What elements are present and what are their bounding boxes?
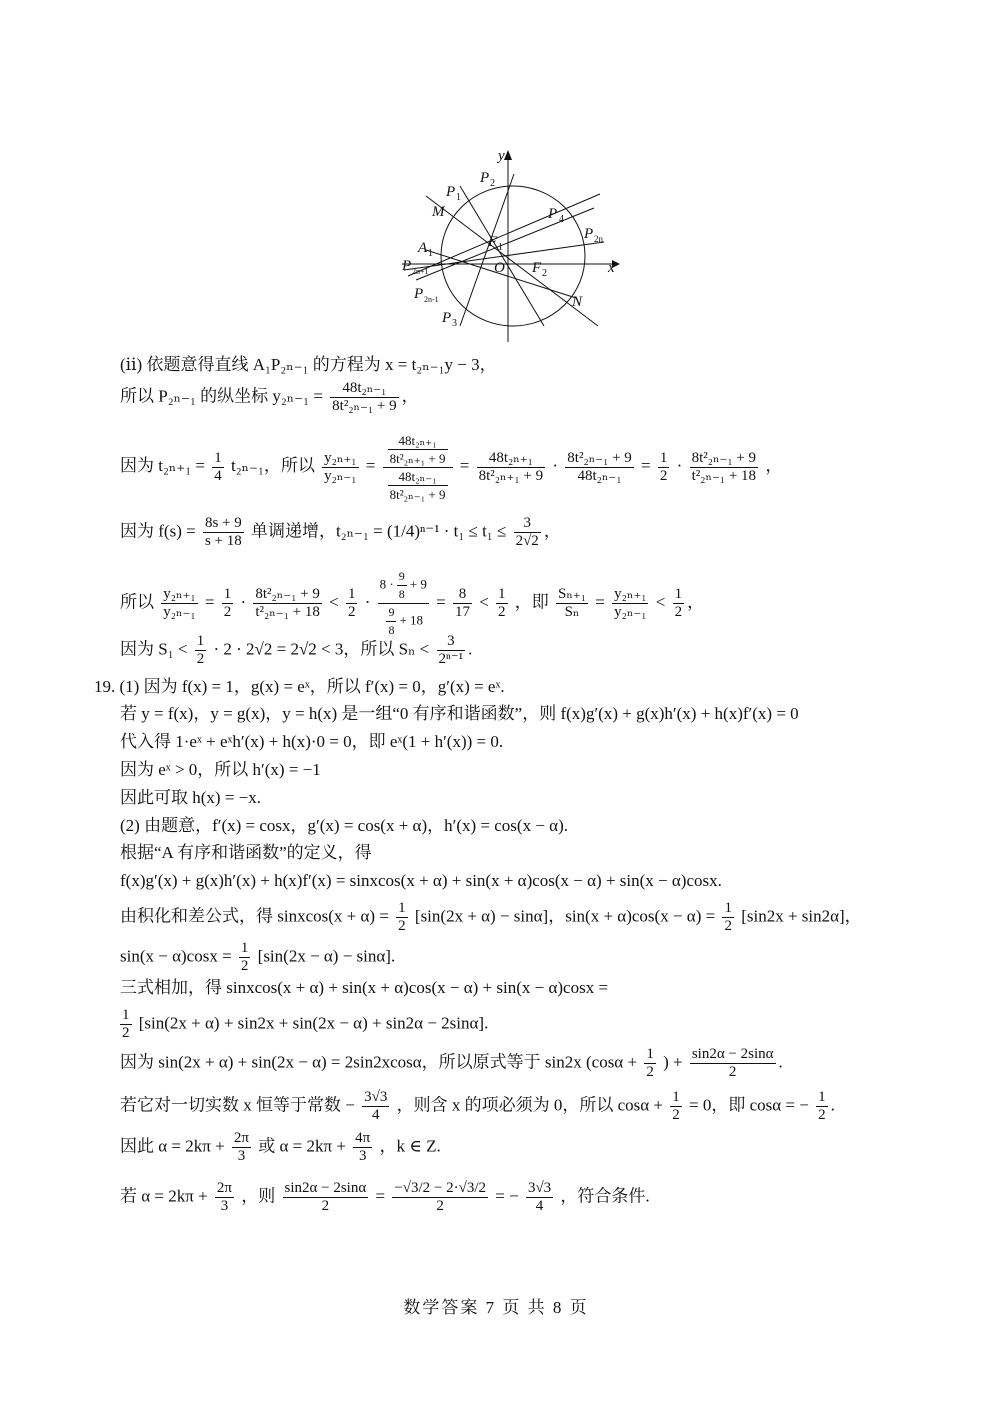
frac-s-ratio xyxy=(556,586,588,621)
text-line-19-5: 因此可取 h(x) = −x. xyxy=(120,788,261,807)
dot: · xyxy=(552,456,559,475)
frac-den: 3 xyxy=(237,1148,246,1164)
frac-num: Sₙ₊₁ xyxy=(558,586,587,602)
alpha-lead: 因此 α = 2kπ + xyxy=(120,1136,225,1156)
jihua-text-3: [sin(2x − α) − sinα]. xyxy=(257,946,396,966)
yuanshi-lead: 因为 sin(2x + α) + sin(2x − α) = 2sin2xcosα，所以原式等于 sin2x xyxy=(120,1052,582,1072)
frac-den: 4 xyxy=(214,467,222,484)
frac-den: 2 xyxy=(728,1064,737,1080)
frac-num: 3√3 xyxy=(364,1089,388,1105)
frac-half xyxy=(239,940,251,975)
frac-half xyxy=(120,1007,132,1042)
frac-2pi-3 xyxy=(215,1180,234,1215)
frac-num: 1 xyxy=(498,586,506,602)
frac-num: 8t²₂ₙ₋₁ + 9 xyxy=(255,586,320,602)
jihua-text-1: [sin(2x + α) − sinα]，sin(x + α)cos(x − α) = xyxy=(414,906,716,926)
plus-18: + 18 xyxy=(399,612,424,628)
frac-num: 1 xyxy=(398,900,406,916)
frac-r3-2 xyxy=(253,586,322,621)
frac-den: Sₙ xyxy=(564,604,580,620)
frac-half xyxy=(222,586,234,621)
frac-const xyxy=(362,1089,389,1124)
text-line-19-11: 三式相加，得 sinxcos(x + α) + sin(x + α)cos(x − α) + sin(x − α)cosx = xyxy=(120,978,609,997)
less-than: < xyxy=(329,592,339,612)
frac-half xyxy=(195,633,207,668)
frac-num: sin2α − 2sinα xyxy=(691,1046,774,1062)
frac-den: s + 18 xyxy=(204,533,242,549)
alpha-mid: 或 α = 2kπ + xyxy=(258,1136,346,1156)
frac-den: 2 xyxy=(672,1107,680,1123)
text-line-19-9 xyxy=(120,900,862,935)
comma: ， xyxy=(765,456,783,475)
frac-den: 48t₂ₙ₋₁ xyxy=(577,467,622,484)
y-axis-arrow xyxy=(504,150,512,160)
text-line-t-relation xyxy=(120,426,782,506)
frac-den: 2 xyxy=(498,604,506,620)
frac-r3 xyxy=(690,450,759,485)
frac-num: 2π xyxy=(233,1130,249,1146)
frac-den: 8 xyxy=(388,623,395,637)
frac-num: 8t²₂ₙ₋₁ + 9 xyxy=(567,449,632,466)
frac-den: 2 xyxy=(659,467,668,484)
s1-text: · 2 · 2√2 = 2√2 < 3，所以 Sₙ < xyxy=(213,639,430,659)
frac-den: 8t²₂ₙ₊₁ + 9 xyxy=(478,467,544,484)
equals: = xyxy=(436,592,446,612)
frac-half xyxy=(722,900,734,935)
const-lead: 若它对一切实数 x 恒等于常数 − xyxy=(120,1095,355,1115)
label-p1: P xyxy=(446,184,456,200)
fs-text: 单调递增，t₂ₙ₋₁ = (1/4)ⁿ⁻¹ · t₁ ≤ t₁ ≤ xyxy=(250,521,507,541)
frac-half xyxy=(644,1046,656,1081)
equals: = xyxy=(641,456,651,475)
frac-r2 xyxy=(565,450,634,485)
eight-dot: 8 · xyxy=(379,576,394,592)
less-than: < xyxy=(655,592,666,612)
frac-num: 8t²₂ₙ₋₁ + 9 xyxy=(691,449,757,466)
page-footer: 数学答案 7 页 共 8 页 xyxy=(403,1298,589,1317)
frac-den: 4 xyxy=(371,1107,380,1123)
frac-fs xyxy=(203,515,244,550)
comma: ， xyxy=(687,592,705,612)
frac-num: 1 xyxy=(818,1089,826,1105)
frac-num: sin2α − 2sinα xyxy=(284,1180,367,1196)
text-line-19-7: 根据“A 有序和谐函数”的定义，得 xyxy=(120,843,372,862)
frac-half xyxy=(346,586,358,621)
frac-num: 1 xyxy=(724,900,732,916)
frac-num: 1 xyxy=(214,449,222,466)
frac-sn xyxy=(437,633,466,668)
label-f1: F xyxy=(488,234,498,250)
sin-lead: sin(x − α)cosx = xyxy=(120,946,232,966)
frac-num: 1 xyxy=(659,449,668,466)
text-line-19-16 xyxy=(120,1180,650,1215)
label-f1-sub: 1 xyxy=(498,242,503,253)
frac-y-ratio-2 xyxy=(161,586,197,621)
label-p2n-sub: 2n xyxy=(594,234,603,244)
frac-den: 2 xyxy=(646,1064,654,1080)
period: . xyxy=(468,639,473,659)
label-p3-sub: 3 xyxy=(452,318,457,329)
y2n1-lead: 所以 P₂ₙ₋₁ 的纵坐标 y₂ₙ₋₁ = xyxy=(120,386,323,406)
frac-den: 2 xyxy=(398,918,406,934)
less-than: < xyxy=(479,592,489,612)
frac-den: y₂ₙ₋₁ xyxy=(324,467,357,484)
t-lead: 因为 t₂ₙ₊₁ = xyxy=(120,456,205,475)
frac-num: y₂ₙ₊₁ xyxy=(324,449,357,466)
text-line-19-10 xyxy=(120,940,395,975)
frac-num: 4π xyxy=(355,1130,371,1146)
frac-quarter xyxy=(212,450,224,485)
text-line-19-14 xyxy=(120,1089,835,1124)
frac-den: 8 xyxy=(398,587,405,601)
sum-text: [sin(2x + α) + sin2x + sin(2x − α) + sin2α − 2sinα]. xyxy=(138,1013,489,1033)
label-f2: F xyxy=(532,260,542,276)
label-o: O xyxy=(494,260,505,276)
frac-2pi-3 xyxy=(232,1130,251,1165)
frac-compound xyxy=(383,432,453,503)
label-p2-sub: 2 xyxy=(490,178,495,189)
dot: · xyxy=(240,592,247,612)
frac-den: 3 xyxy=(358,1148,367,1164)
text-line-19-2: 若 y = f(x)，y = g(x)，y = h(x) 是一组“0 有序和谐函数”，则 f(x)g′(x) + g(x)h′(x) + h(x)f′(x) = 0 xyxy=(120,704,799,723)
frac-nested-98 xyxy=(378,568,429,639)
frac-den: 2 xyxy=(436,1198,444,1214)
frac-num: 1 xyxy=(674,586,683,602)
text-line-19-1: 19. (1) 因为 f(x) = 1，g(x) = eˣ，所以 f′(x) = 0，g′(x) = eˣ. xyxy=(94,677,505,696)
frac-den: 2 xyxy=(347,604,356,620)
frac-den: 8t²₂ₙ₋₁ + 9 xyxy=(332,398,397,414)
frac-fs-bound xyxy=(514,515,541,550)
text-line-s1 xyxy=(120,633,472,668)
label-f2-sub: 2 xyxy=(542,268,547,279)
frac-num: 48t₂ₙ₊₁ xyxy=(477,450,546,468)
frac-half xyxy=(396,900,408,935)
frac-den: 2 xyxy=(321,1198,330,1214)
text-line-19-12 xyxy=(120,1007,488,1042)
label-p2nm1: P xyxy=(414,286,424,302)
frac-den: 8t²₂ₙ₊₁ + 9 xyxy=(389,450,446,466)
frac-den: y₂ₙ₋₁ xyxy=(614,604,647,620)
jihua-lead: 由积化和差公式，得 sinxcos(x + α) = xyxy=(120,906,389,926)
const-text: ，则含 x 的项必须为 0，所以 cosα + xyxy=(396,1095,663,1115)
text-line-19-15 xyxy=(120,1130,441,1165)
frac-8-17 xyxy=(453,586,472,621)
equals: = xyxy=(375,1186,386,1206)
jihua-text-2: [sin2x + sin2α]， xyxy=(741,906,862,926)
frac-den: t²₂ₙ₋₁ + 18 xyxy=(691,467,757,484)
frac-den: 2 xyxy=(818,1107,826,1123)
frac-den: 2 xyxy=(240,958,249,974)
frac-den: 2 xyxy=(196,651,205,667)
label-m: M xyxy=(432,204,445,220)
frac-y-ratio xyxy=(322,450,358,485)
frac-yuanshi xyxy=(690,1046,776,1081)
frac-num: 1 xyxy=(646,1046,654,1062)
suoyi-lead: 所以 xyxy=(120,592,154,612)
plus-9: + 9 xyxy=(409,576,427,592)
frac-den: 3 xyxy=(220,1198,229,1214)
frac-num: 9 xyxy=(386,604,396,622)
t-rel-text: t₂ₙ₋₁，所以 xyxy=(231,456,315,475)
paren-open: (cosα + xyxy=(585,1052,638,1072)
frac-num: 2π xyxy=(216,1180,232,1196)
label-p1-sub: 1 xyxy=(456,192,461,203)
frac-half xyxy=(658,450,670,485)
label-a1: A xyxy=(418,240,428,256)
label-p3: P xyxy=(442,310,452,326)
text-line-19-6: (2) 由题意，f′(x) = cosx，g′(x) = cos(x + α)，h′(x) = cos(x − α). xyxy=(120,816,568,835)
frac-num: 9 xyxy=(397,568,407,586)
const-text-2: = 0，即 cosα = − xyxy=(688,1095,809,1115)
frac-den: 2 xyxy=(122,1025,130,1041)
frac-num: 1 xyxy=(122,1007,130,1023)
frac-den: t²₂ₙ₋₁ + 18 xyxy=(255,604,320,620)
equals: = xyxy=(204,592,215,612)
frac-y2n1 xyxy=(330,380,399,415)
frac-num: 1 xyxy=(672,1089,680,1105)
frac-num: 48t₂ₙ₋₁ xyxy=(330,380,399,398)
comma: ， xyxy=(401,386,419,406)
frac-num: 3√3 xyxy=(527,1180,552,1196)
last-text: ，则 xyxy=(241,1186,276,1206)
alpha-end: ，k ∈ Z. xyxy=(379,1136,441,1156)
frac-num: y₂ₙ₊₁ xyxy=(614,586,647,602)
frac-den: 2ⁿ⁻¹ xyxy=(438,651,464,667)
ellipse-curve xyxy=(441,186,585,326)
paren-close: ) + xyxy=(663,1052,683,1072)
frac-num: 3 xyxy=(514,515,541,533)
frac-half xyxy=(816,1089,828,1124)
period: . xyxy=(778,1052,783,1072)
equals: = xyxy=(595,592,605,612)
frac-num: 48t₂ₙ₊₁ xyxy=(388,432,448,450)
text-line-19-3: 代入得 1·eˣ + eˣh′(x) + h(x)·0 = 0，即 eˣ(1 + h′(x)) = 0. xyxy=(120,732,504,751)
frac-half xyxy=(496,586,508,621)
equals: = xyxy=(459,456,470,475)
frac-4pi-3 xyxy=(353,1130,372,1165)
label-p2n1: P xyxy=(402,258,412,274)
frac-yuanshi-2 xyxy=(283,1180,369,1215)
frac-half xyxy=(673,586,685,621)
text-line-y2n1 xyxy=(120,380,419,415)
frac-const-2 xyxy=(526,1180,553,1215)
text-line-19-13 xyxy=(120,1046,783,1081)
frac-den: y₂ₙ₋₁ xyxy=(163,604,196,620)
frac-den: 8t²₂ₙ₋₁ + 9 xyxy=(389,486,446,502)
label-p2: P xyxy=(480,170,490,186)
label-p2nm1-sub: 2n-1 xyxy=(424,295,439,304)
fs-lead: 因为 f(s) = xyxy=(120,521,196,541)
label-n: N xyxy=(572,294,583,310)
label-a1-sub: 1 xyxy=(428,248,433,259)
comma: ， xyxy=(543,521,561,541)
label-p4-sub: 4 xyxy=(559,214,564,225)
frac-num: −√3/2 − 2·√3/2 xyxy=(394,1180,486,1196)
label-p4: P xyxy=(548,206,558,222)
dot: · xyxy=(676,456,683,475)
frac-den: 17 xyxy=(454,604,470,620)
frac-y-ratio-3 xyxy=(612,586,648,621)
text-line-ratio-bound xyxy=(120,568,704,639)
last-lead: 若 α = 2kπ + xyxy=(120,1186,208,1206)
frac-den: 2√2 xyxy=(515,533,539,549)
frac-num: 1 xyxy=(196,633,205,649)
frac-num: 48t₂ₙ₋₁ xyxy=(388,468,448,486)
label-y: y xyxy=(498,148,505,164)
frac-den: 2 xyxy=(724,918,732,934)
frac-num: 8 xyxy=(453,586,472,604)
frac-num: 1 xyxy=(240,940,249,956)
frac-den: 4 xyxy=(535,1198,544,1214)
frac-num: 1 xyxy=(223,586,232,602)
frac-compound-num xyxy=(383,432,453,468)
text-line-fs xyxy=(120,515,561,550)
s1-lead: 因为 S₁ < xyxy=(120,639,188,659)
frac-compound-den xyxy=(383,468,453,503)
frac-inner-top xyxy=(388,432,448,467)
period: . xyxy=(830,1095,835,1115)
dot: · xyxy=(364,592,371,612)
frac-num xyxy=(378,568,429,604)
frac-inner-bottom xyxy=(388,468,448,503)
frac-den: 2 xyxy=(674,604,683,620)
frac-num: 1 xyxy=(347,586,356,602)
ji-text: ，即 xyxy=(514,592,549,612)
equals: = xyxy=(365,456,376,475)
frac-r1 xyxy=(477,450,546,485)
label-p2n: P xyxy=(584,226,594,242)
frac-num: y₂ₙ₊₁ xyxy=(163,586,196,602)
label-x: x xyxy=(608,260,615,276)
frac-num: 8s + 9 xyxy=(204,515,242,531)
frac-den: 2 xyxy=(223,604,232,620)
label-p2n1-sub: 2n+1 xyxy=(412,267,429,276)
frac-last-big xyxy=(392,1180,488,1215)
text-line-19-4: 因为 eˣ > 0，所以 h′(x) = −1 xyxy=(120,760,321,779)
frac-half xyxy=(670,1089,682,1124)
last-end: ，符合条件. xyxy=(560,1186,650,1206)
frac-num: 3 xyxy=(437,633,466,651)
last-result: = − xyxy=(495,1186,519,1206)
frac-9-8 xyxy=(397,568,407,603)
ellipse-figure xyxy=(398,146,630,346)
text-line-19-8: f(x)g′(x) + g(x)h′(x) + h(x)f′(x) = sinxcos(x + α) + sin(x + α)cos(x − α) + sin(x − α)cosx. xyxy=(120,871,722,890)
text-line-ii: (ⅱ) 依题意得直线 A₁P₂ₙ₋₁ 的方程为 x = t₂ₙ₋₁y − 3， xyxy=(120,355,497,374)
